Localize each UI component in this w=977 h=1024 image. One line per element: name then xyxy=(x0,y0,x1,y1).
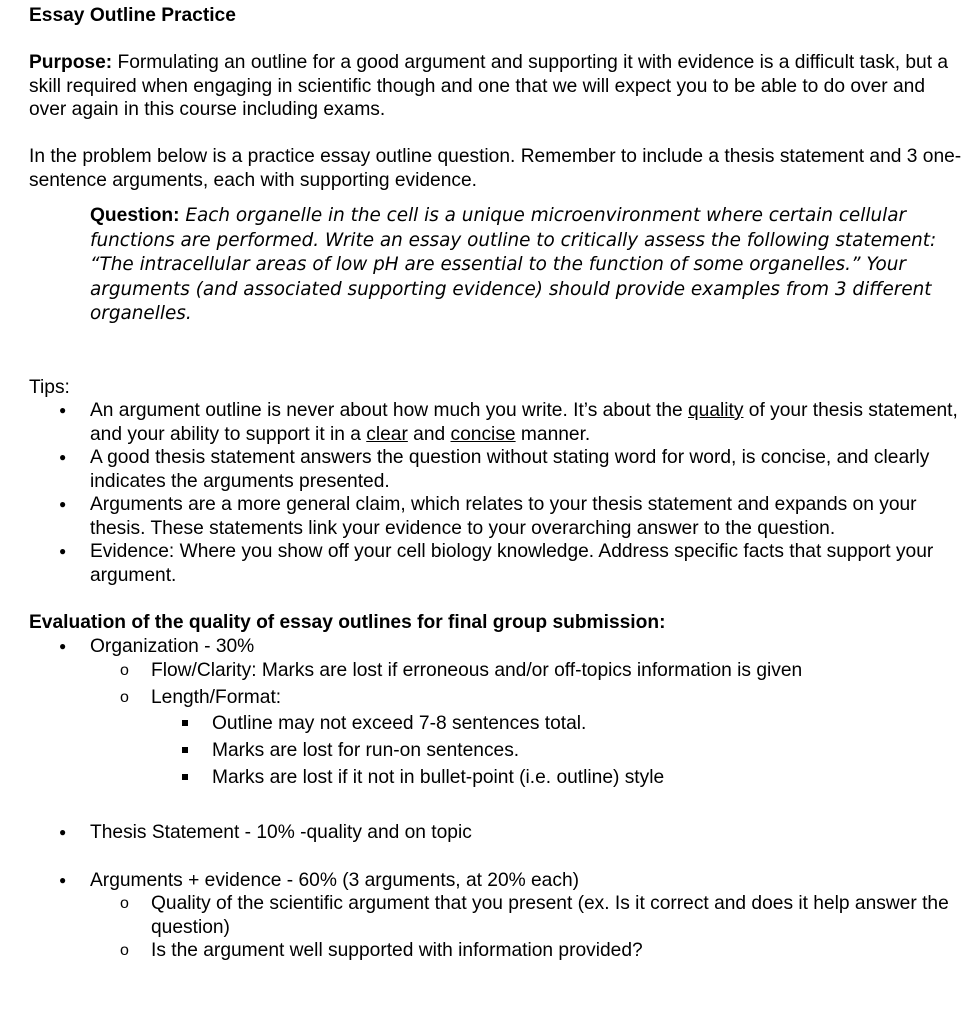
format-rule: Outline may not exceed 7-8 sentences total. xyxy=(151,710,964,737)
tip-text: An argument outline is never about how much you write. It’s about the xyxy=(90,400,688,421)
purpose-paragraph xyxy=(29,51,964,122)
arguments-label: Arguments + evidence - 60% (3 arguments, at 20% each) xyxy=(90,869,580,891)
evaluation-list xyxy=(29,635,964,963)
question-text: Each organelle in the cell is a unique microenvironment where certain cellular functions are performed. Write an essay outline to critically assess the following statement: “The intracellular areas of low pH are essential to the function of some organelles.” Your arguments (and associated supporting evidence) should provide examples from 3 different organelles. xyxy=(90,205,937,324)
document-page xyxy=(29,4,964,963)
organization-sublist xyxy=(90,659,964,791)
tips-list xyxy=(29,399,964,587)
format-rule: Marks are lost if it not in bullet-point (i.e. outline) style xyxy=(151,764,964,791)
question-label: Question: xyxy=(90,205,180,226)
document-title: Essay Outline Practice xyxy=(29,5,236,26)
tip-text: and xyxy=(407,423,451,445)
purpose-text: Formulating an outline for a good argument and supporting it with evidence is a difficult task, but a skill required when engaging in scientific though and one that we will expect you to be able to do over and over again in this course including exams. xyxy=(29,52,949,120)
tip-item xyxy=(29,399,964,446)
tip-text: of your thesis statement, and your ability to support it in a xyxy=(90,400,958,445)
length-format-rules xyxy=(151,710,964,791)
tip-item: ● Evidence: Where you show off your cell biology knowledge. Address specific facts that support your argument. xyxy=(29,540,964,587)
evaluation-heading: Evaluation of the quality of essay outlines for final group submission: xyxy=(29,612,666,633)
flow-clarity-item: o Flow/Clarity: Marks are lost if erroneous and/or off-topics information is given xyxy=(90,659,964,683)
length-format-item xyxy=(90,686,964,792)
tip-emphasis-quality: quality xyxy=(688,400,744,421)
tips-heading: Tips: xyxy=(29,376,70,398)
format-rule: Marks are lost for run-on sentences. xyxy=(151,737,964,764)
question-block xyxy=(90,204,964,327)
tip-emphasis-clear: clear xyxy=(366,423,408,445)
intro-paragraph: In the problem below is a practice essay outline question. Remember to include a thesis statement and 3 one-sentence arguments, each with supporting evidence. xyxy=(29,146,962,191)
tip-item: ● Arguments are a more general claim, which relates to your thesis statement and expands on your thesis. These statements link your evidence to your overarching answer to the question. xyxy=(29,493,964,540)
evaluation-item-organization xyxy=(29,635,964,792)
evaluation-item-thesis: ● Thesis Statement - 10% -quality and on topic xyxy=(29,821,964,845)
length-format-label: Length/Format: xyxy=(151,686,282,708)
arguments-criterion: o Quality of the scientific argument that you present (ex. Is it correct and does it help answer the question) xyxy=(90,892,964,939)
purpose-label: Purpose: xyxy=(29,52,113,73)
organization-label: Organization - 30% xyxy=(90,635,255,657)
tip-emphasis-concise: concise xyxy=(450,423,516,445)
arguments-sublist xyxy=(90,892,964,963)
tip-text: manner. xyxy=(515,423,591,445)
evaluation-item-arguments xyxy=(29,869,964,963)
tip-item: ● A good thesis statement answers the question without stating word for word, is concise, and clearly indicates the arguments presented. xyxy=(29,446,964,493)
arguments-criterion: o Is the argument well supported with information provided? xyxy=(90,939,964,963)
